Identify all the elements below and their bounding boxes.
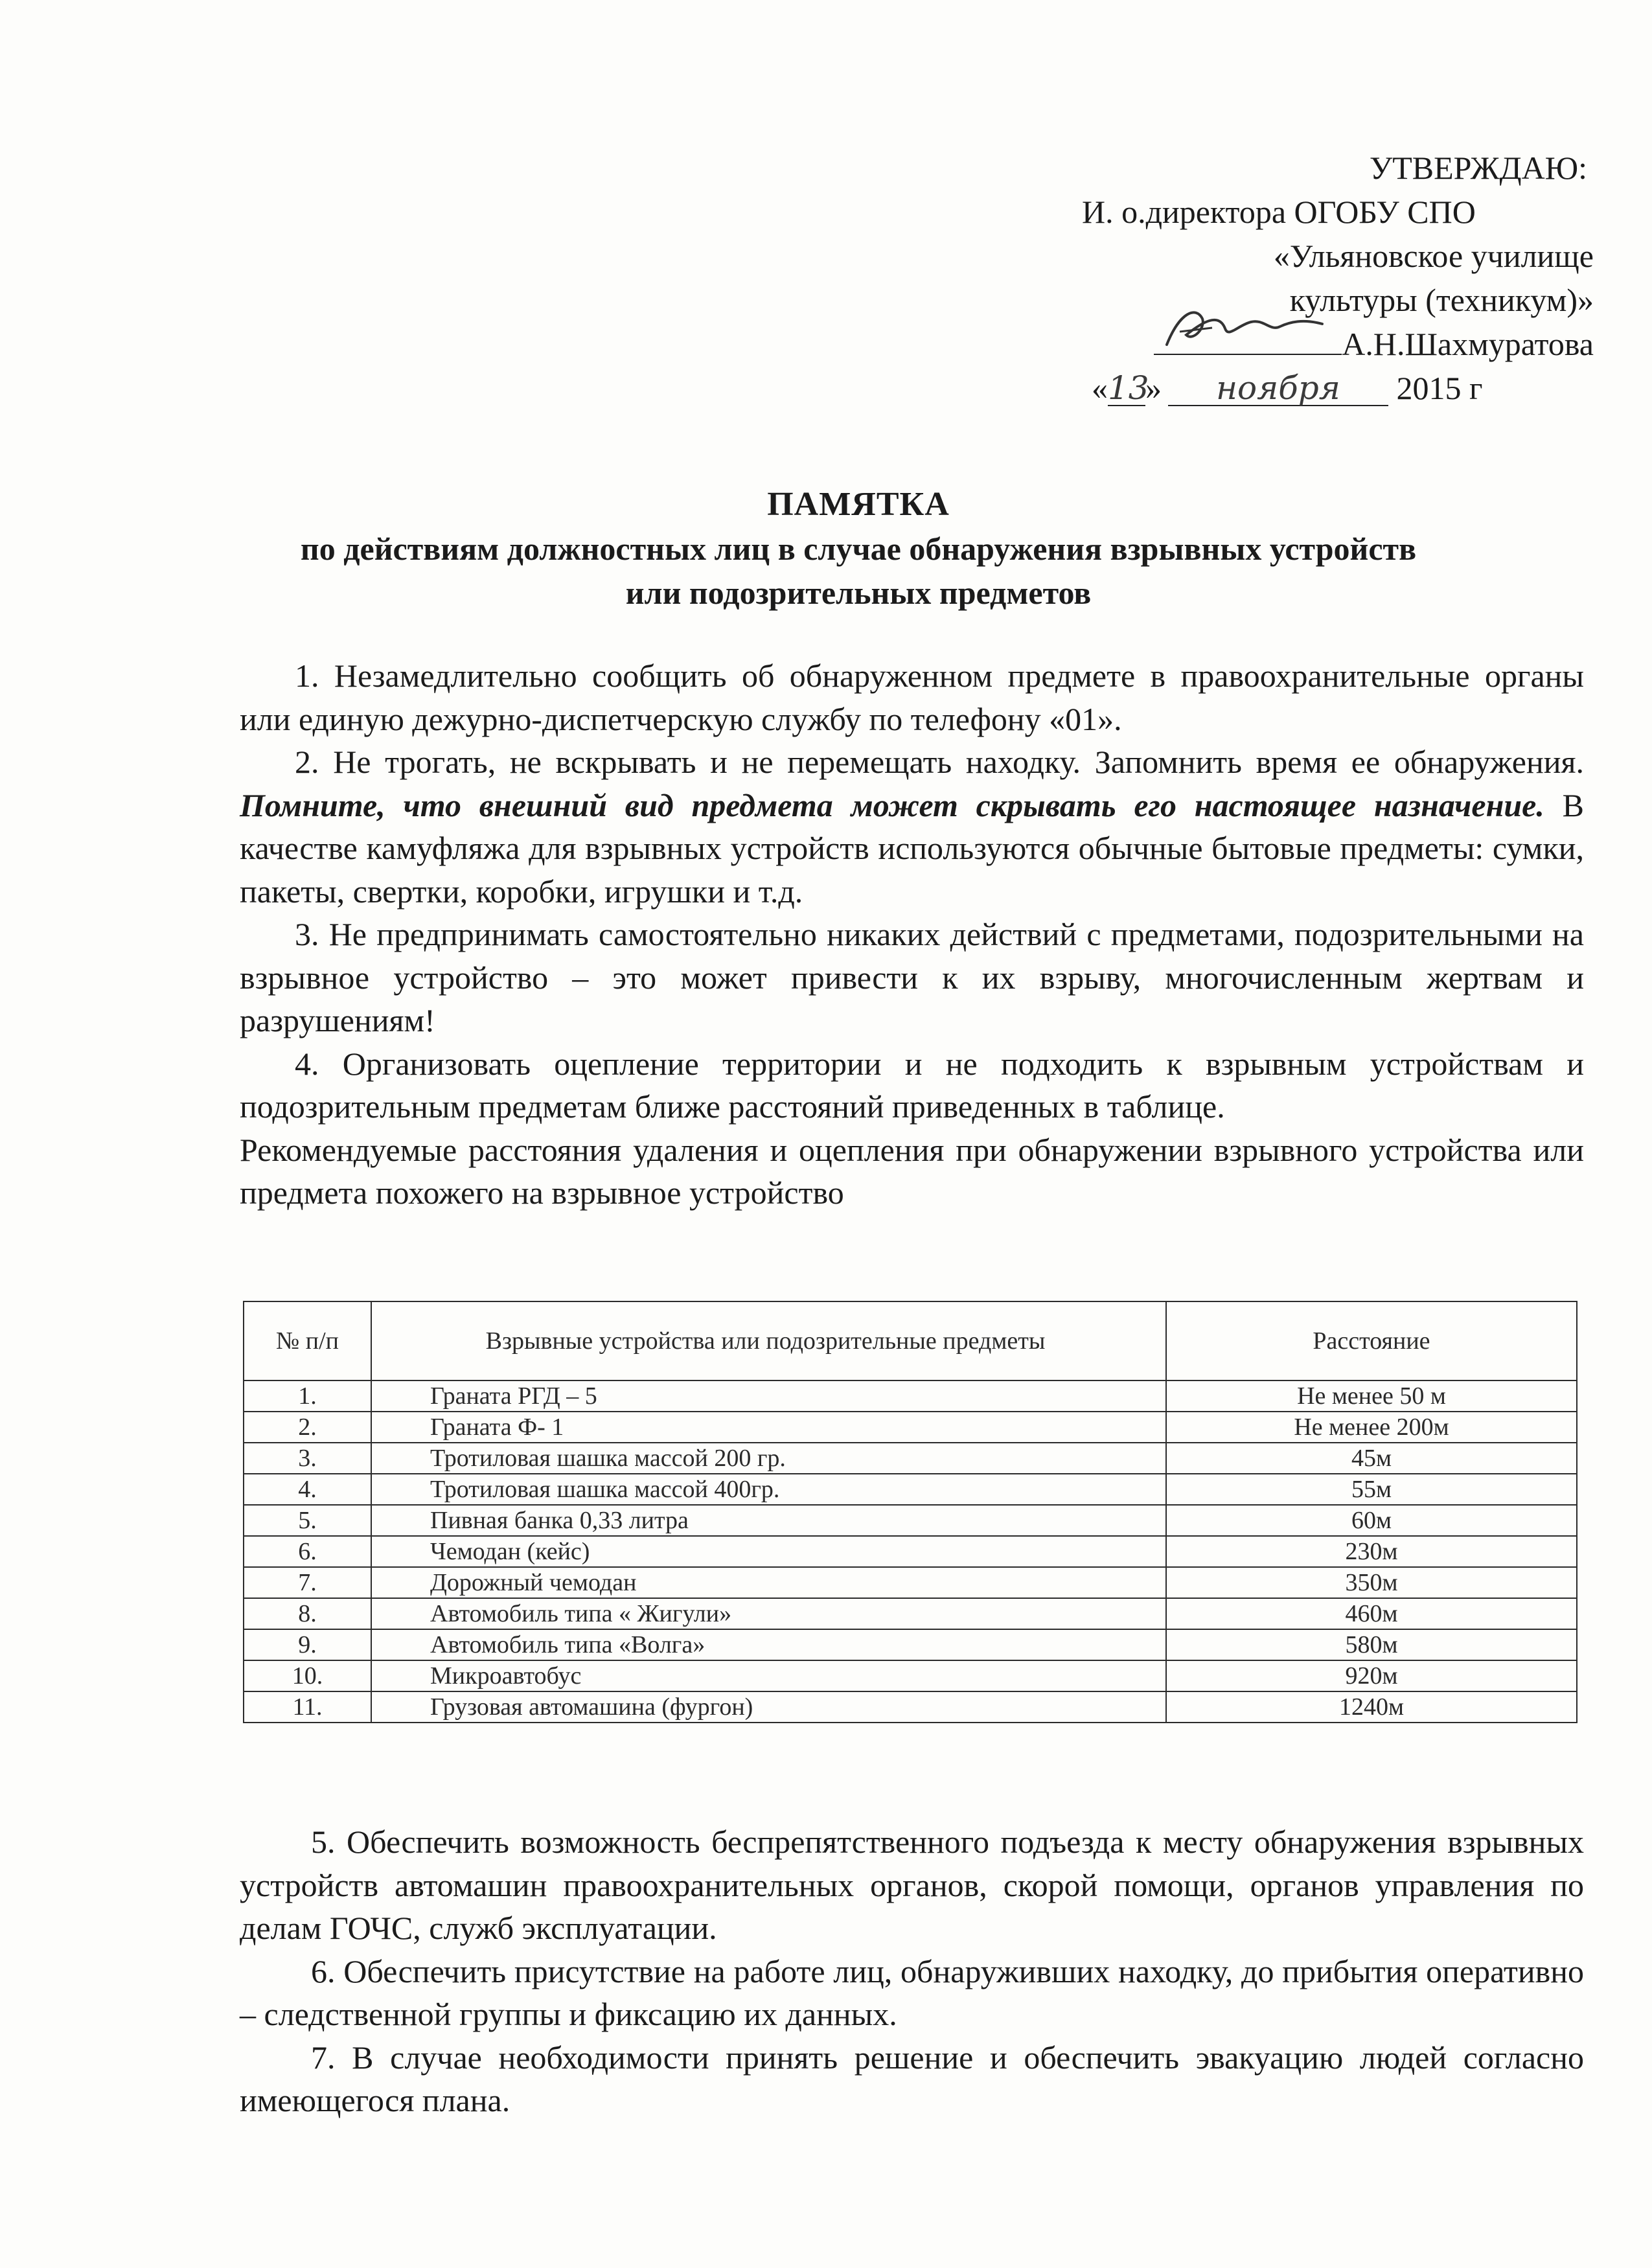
cell-distance: 460м [1166,1598,1577,1629]
cell-distance: 45м [1166,1443,1577,1474]
instruction-2-end: В качестве камуфляжа для взрывных устройств используются обычные бытовые предметы: сумки, пакеты, свертки, коробки, игрушки и т.д. [240,786,1584,910]
instruction-6: 6. Обеспечить присутствие на работе лиц, обнаруживших находку, до прибытия оперативно – следственной группы и фиксацию их данных. [240,1953,1584,2032]
instructions-bottom [240,1820,1584,2122]
instructions-top [240,654,1584,1215]
cell-number: 3. [244,1443,371,1474]
table-row [244,1474,1577,1505]
cell-number: 1. [244,1380,371,1412]
cell-item: Тротиловая шашка массой 200 гр. [371,1443,1166,1474]
cell-item: Чемодан (кейс) [371,1536,1166,1567]
instruction-7: 7. В случае необходимости принять решение и обеспечить эвакуацию людей согласно имеющегося плана. [240,2039,1584,2118]
cell-item: Граната Ф- 1 [371,1412,1166,1443]
cell-item: Автомобиль типа « Жигули» [371,1598,1166,1629]
table-row [244,1380,1577,1412]
instruction-2-start: 2. Не трогать, не вскрывать и не перемещать находку. Запомнить время ее обнаружения. [295,744,1584,780]
table-row [244,1629,1577,1660]
cell-item: Автомобиль типа «Волга» [371,1629,1166,1660]
document-title: ПАМЯТКА [767,486,950,523]
cell-item: Дорожный чемодан [371,1567,1166,1598]
cell-distance: 580м [1166,1629,1577,1660]
cell-distance: Не менее 200м [1166,1412,1577,1443]
cell-number: 9. [244,1629,371,1660]
table-body [244,1380,1577,1723]
document-subtitle-line2: или подозрительных предметов [625,575,1092,611]
table-row [244,1443,1577,1474]
approval-block [1050,146,1594,410]
distance-table [243,1301,1577,1723]
handwritten-signature [1141,299,1348,358]
cell-number: 8. [244,1598,371,1629]
cell-distance: 60м [1166,1505,1577,1536]
cell-number: 2. [244,1412,371,1443]
cell-item: Микроавтобус [371,1660,1166,1691]
document-title-block [227,483,1490,615]
cell-number: 5. [244,1505,371,1536]
date-close-quote: » [1145,370,1162,406]
table-row [244,1598,1577,1629]
header-distance: Расстояние [1166,1301,1577,1380]
instruction-2 [240,740,1584,913]
cell-distance: 920м [1166,1660,1577,1691]
header-number: № п/п [244,1301,371,1380]
instruction-3: 3. Не предпринимать самостоятельно никаких действий с предметами, подозрительными на взрывное устройство – это может привести к их взрыву, многочисленным жертвам и разрушениям! [240,916,1584,1038]
instruction-4: 4. Организовать оцепление территории и не подходить к взрывным устройствам и подозрительным предметам ближе расстояний приведенных в таблице. [240,1045,1584,1125]
cell-item: Пивная банка 0,33 литра [371,1505,1166,1536]
table-header-row [244,1301,1577,1380]
approval-signature-line [1050,322,1594,366]
table-row [244,1536,1577,1567]
cell-item: Граната РГД – 5 [371,1380,1166,1412]
approval-organization: «Ульяновское училище [1273,238,1594,274]
instruction-1: 1. Незамедлительно сообщить об обнаруженном предмете в правоохранительные органы или единую дежурно-диспетчерскую службу по телефону «01». [240,658,1584,737]
table-intro: Рекомендуемые расстояния удаления и оцепления при обнаружении взрывного устройства или предмета похожего на взрывное устройство [240,1131,1584,1211]
instruction-2-emphasis: Помните, что внешний вид предмета может скрывать его настоящее назначение. [240,786,1544,823]
cell-distance: 350м [1166,1567,1577,1598]
signature-field [1154,325,1342,355]
approval-date-line [1050,366,1594,410]
cell-number: 10. [244,1660,371,1691]
approval-organization-cont: культуры (техникум)» [1289,282,1594,318]
document-subtitle-line1: по действиям должностных лиц в случае обнаружения взрывных устройств [300,531,1417,567]
cell-item: Грузовая автомашина (фургон) [371,1691,1166,1723]
date-open-quote: « [1092,370,1108,406]
cell-number: 7. [244,1567,371,1598]
instruction-5: 5. Обеспечить возможность беспрепятственного подъезда к месту обнаружения взрывных устройств автомашин правоохранительных органов, скорой помощи, органов управления по делам ГОЧС, служб эксплуатации. [240,1824,1584,1946]
cell-distance: 55м [1166,1474,1577,1505]
cell-number: 4. [244,1474,371,1505]
table-row [244,1412,1577,1443]
date-year: 2015 г [1396,370,1483,406]
header-item: Взрывные устройства или подозрительные предметы [371,1301,1166,1380]
cell-number: 11. [244,1691,371,1723]
date-day: 13 [1108,369,1149,407]
date-month: ноября [1168,371,1388,406]
table-row [244,1660,1577,1691]
cell-item: Тротиловая шашка массой 400гр. [371,1474,1166,1505]
table-row [244,1567,1577,1598]
cell-distance: 1240м [1166,1691,1577,1723]
approval-heading: УТВЕРЖДАЮ: [1369,150,1587,186]
approval-position: И. о.директора ОГОБУ СПО [1082,194,1476,230]
cell-distance: Не менее 50 м [1166,1380,1577,1412]
table-row [244,1505,1577,1536]
table-row [244,1691,1577,1723]
cell-distance: 230м [1166,1536,1577,1567]
signatory-name: А.Н.Шахмуратова [1342,326,1594,362]
cell-number: 6. [244,1536,371,1567]
